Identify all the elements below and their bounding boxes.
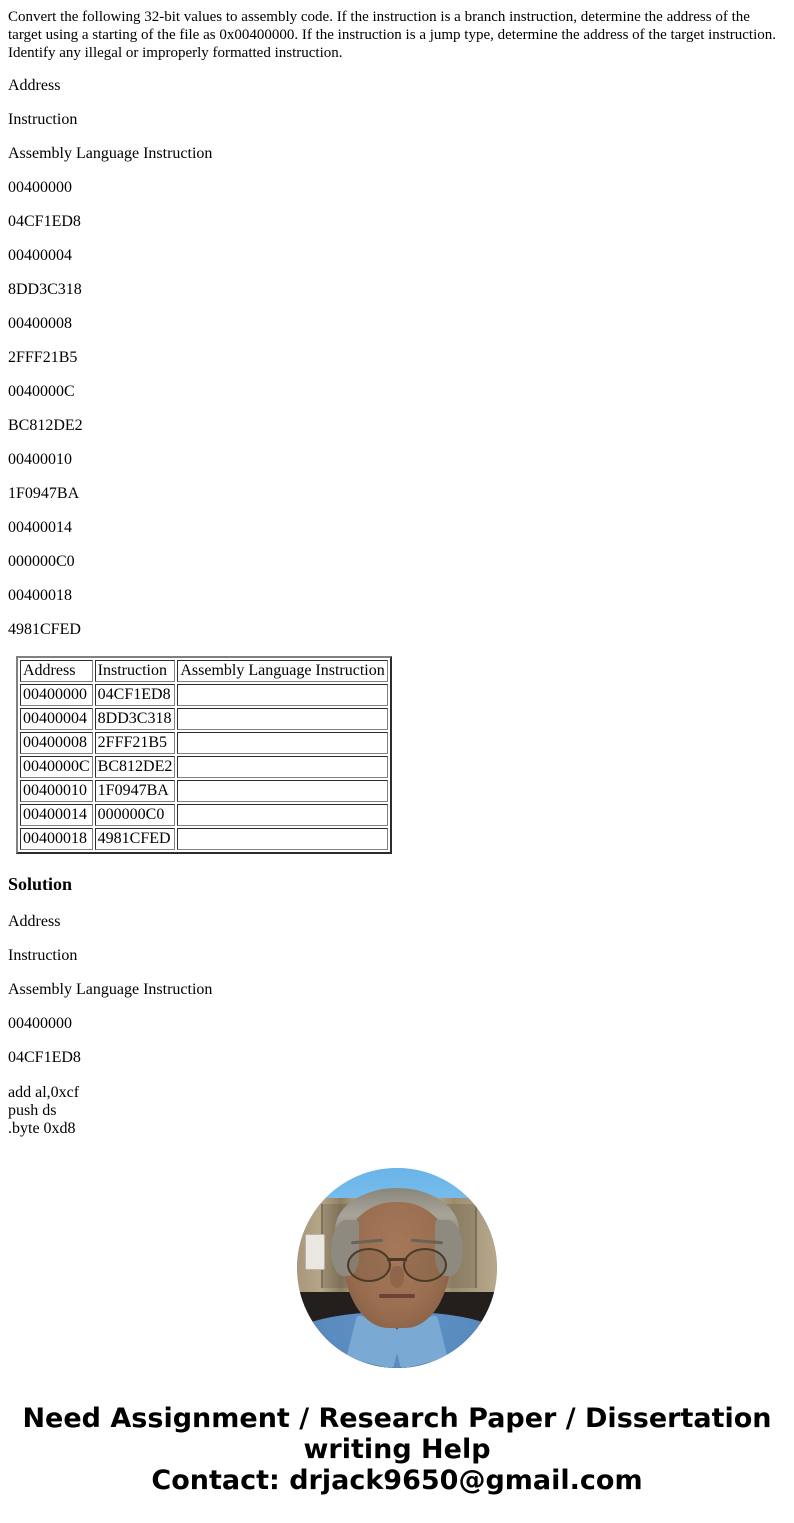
prelist-item-instruction-000000c0: 000000C0 xyxy=(8,553,75,570)
prelist-item-instruction-8dd3c318: 8DD3C318 xyxy=(8,281,82,298)
table-header-assembly: Assembly Language Instruction xyxy=(177,660,387,682)
prelist-item-address-0040000c: 0040000C xyxy=(8,383,75,400)
cell-instruction: BC812DE2 xyxy=(95,756,176,778)
avatar xyxy=(297,1168,497,1368)
solution-value-instruction: 04CF1ED8 xyxy=(8,1049,81,1066)
cell-instruction: 1F0947BA xyxy=(95,780,176,802)
solution-assembly-block xyxy=(8,1084,786,1138)
cell-assembly xyxy=(177,828,387,850)
prelist-item-address-00400008: 00400008 xyxy=(8,315,72,332)
table-row xyxy=(20,804,388,826)
solution-label-assembly-language-instruction: Assembly Language Instruction xyxy=(8,981,213,998)
solution-code-line-2: push ds xyxy=(8,1102,57,1119)
table-header-address: Address xyxy=(20,660,93,682)
table-head xyxy=(20,660,388,682)
solution-code-line-3: .byte 0xd8 xyxy=(8,1120,76,1137)
prelist-item-instruction-4981cfed: 4981CFED xyxy=(8,621,81,638)
footer-line-2: writing Help xyxy=(303,1434,491,1465)
photo-eyeglass-bridge xyxy=(387,1258,407,1261)
cell-assembly xyxy=(177,684,387,706)
photo-eyeglass-right xyxy=(403,1248,447,1282)
prelist-item-address-00400010: 00400010 xyxy=(8,451,72,468)
cell-instruction: 000000C0 xyxy=(95,804,176,826)
cell-address: 00400004 xyxy=(20,708,93,730)
table-row xyxy=(20,828,388,850)
table-row xyxy=(20,780,388,802)
table-header-instruction: Instruction xyxy=(95,660,176,682)
cell-instruction: 4981CFED xyxy=(95,828,176,850)
solution-heading: Solution xyxy=(8,874,73,894)
table-row xyxy=(20,684,388,706)
footer-line-1: Need Assignment / Research Paper / Dissertation xyxy=(22,1403,772,1434)
table-row xyxy=(20,732,388,754)
footer-line-3: Contact: drjack9650@gmail.com xyxy=(151,1465,643,1496)
cell-address: 0040000C xyxy=(20,756,93,778)
cell-instruction: 8DD3C318 xyxy=(95,708,176,730)
prelist-item-address-00400018: 00400018 xyxy=(8,587,72,604)
solution-label-address: Address xyxy=(8,913,61,930)
prelist-item-instruction: Instruction xyxy=(8,111,78,128)
cell-instruction: 2FFF21B5 xyxy=(95,732,176,754)
table-body xyxy=(20,684,388,850)
cell-address: 00400010 xyxy=(20,780,93,802)
cell-address: 00400014 xyxy=(20,804,93,826)
cell-assembly xyxy=(177,804,387,826)
prelist-item-instruction-04cf1ed8: 04CF1ED8 xyxy=(8,213,81,230)
table-row xyxy=(20,708,388,730)
solution-code-line-1: add al,0xcf xyxy=(8,1084,80,1101)
cell-assembly xyxy=(177,732,387,754)
solution-label-instruction: Instruction xyxy=(8,947,78,964)
prelist-item-address: Address xyxy=(8,77,61,94)
prelist-item-address-00400014: 00400014 xyxy=(8,519,72,536)
table-header-row xyxy=(20,660,388,682)
table-row xyxy=(20,756,388,778)
prelist-item-address-00400000: 00400000 xyxy=(8,179,72,196)
prelist-item-address-00400004: 00400004 xyxy=(8,247,72,264)
prelist-item-instruction-2fff21b5: 2FFF21B5 xyxy=(8,349,78,366)
prelist-item-instruction-1f0947ba: 1F0947BA xyxy=(8,485,80,502)
cell-assembly xyxy=(177,756,387,778)
avatar-container xyxy=(8,1168,786,1368)
photo-eyeglass-left xyxy=(347,1248,391,1282)
cell-assembly xyxy=(177,780,387,802)
cell-instruction: 04CF1ED8 xyxy=(95,684,176,706)
cell-address: 00400018 xyxy=(20,828,93,850)
prelist-item-instruction-bc812de2: BC812DE2 xyxy=(8,417,83,434)
solution-value-address: 00400000 xyxy=(8,1015,72,1032)
photo-nose xyxy=(390,1266,404,1288)
cell-address: 00400008 xyxy=(20,732,93,754)
footer-promo xyxy=(8,1403,786,1516)
photo-wall-switch xyxy=(305,1234,325,1270)
cell-address: 00400000 xyxy=(20,684,93,706)
cell-assembly xyxy=(177,708,387,730)
instruction-table xyxy=(16,656,392,854)
intro-paragraph: Convert the following 32-bit values to assembly code. If the instruction is a branch instruction, determine the address of the target using a starting of the file as 0x00400000. If the instruction is a jump type, determine the address of the target instruction. Identify any illegal or improperly formatted instruction. xyxy=(8,9,777,61)
prelist-item-assembly-language-instruction: Assembly Language Instruction xyxy=(8,145,213,162)
photo-mouth xyxy=(379,1294,415,1298)
